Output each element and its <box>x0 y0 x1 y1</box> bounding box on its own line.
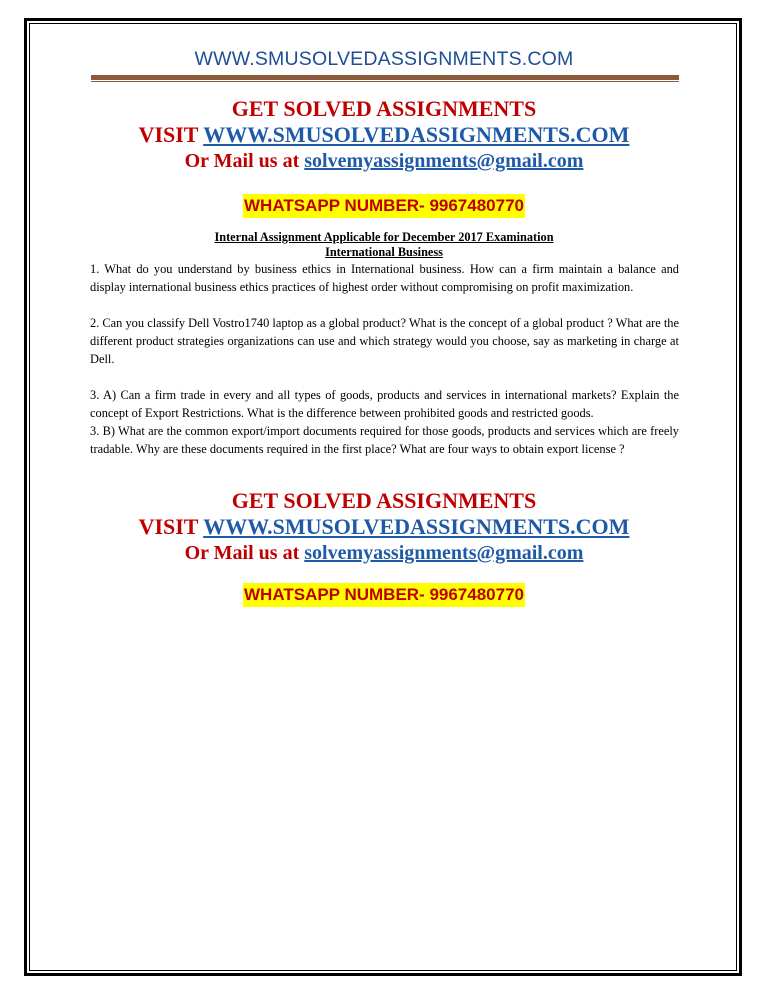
promo-bottom <box>0 488 768 566</box>
promo-top <box>0 96 768 174</box>
promo-bottom-website-link[interactable]: WWW.SMUSOLVEDASSIGNMENTS.COM <box>203 514 630 539</box>
question-2: 2. Can you classify Dell Vostro1740 laptop as a global product? What is the concept of a global product ? What are the different product strategies organizations can use and which strategy would you choose, say as marketing in charge at Dell. <box>90 316 679 366</box>
spacer <box>90 296 679 314</box>
question-3a: 3. A) Can a firm trade in every and all types of goods, products and services in international markets? Explain the concept of Export Restrictions. What is the difference between prohibited goods and restricted goods. <box>90 388 679 420</box>
promo-top-mail <box>0 148 768 174</box>
header-divider-thin <box>91 81 679 82</box>
promo-top-visit <box>0 122 768 148</box>
promo-bottom-mail-prefix: Or Mail us at <box>184 542 305 564</box>
promo-bottom-whatsapp <box>0 583 768 607</box>
promo-top-website-link[interactable]: WWW.SMUSOLVEDASSIGNMENTS.COM <box>203 122 630 147</box>
promo-bottom-visit-prefix: VISIT <box>138 514 204 539</box>
assignment-title: Internal Assignment Applicable for December 2017 Examination <box>214 230 554 244</box>
header-site-title: WWW.SMUSOLVEDASSIGNMENTS.COM <box>194 48 574 70</box>
promo-bottom-whatsapp-number: WHATSAPP NUMBER- 9967480770 <box>243 583 525 607</box>
promo-top-email-link[interactable]: solvemyassignments@gmail.com <box>304 150 584 172</box>
promo-bottom-headline: GET SOLVED ASSIGNMENTS <box>231 488 537 513</box>
assignment-titles <box>0 230 768 260</box>
promo-bottom-email-link[interactable]: solvemyassignments@gmail.com <box>304 542 584 564</box>
promo-bottom-visit <box>0 514 768 540</box>
header-divider <box>91 75 679 80</box>
spacer <box>90 368 679 386</box>
promo-top-visit-prefix: VISIT <box>138 122 204 147</box>
subject-title: International Business <box>325 245 443 259</box>
question-1: 1. What do you understand by business ethics in International business. How can a firm maintain a balance and display international business ethics practices of highest order without compromising on profit maximization. <box>90 262 679 294</box>
promo-top-headline: GET SOLVED ASSIGNMENTS <box>231 96 537 121</box>
promo-top-mail-prefix: Or Mail us at <box>184 150 305 172</box>
promo-bottom-mail <box>0 540 768 566</box>
promo-top-whatsapp <box>0 194 768 218</box>
questions-body <box>90 260 679 458</box>
question-3b: 3. B) What are the common export/import documents required for those goods, products and services which are freely tradable. Why are these documents required in the first place? What are four ways to obtain export license ? <box>90 424 679 456</box>
promo-top-whatsapp-number: WHATSAPP NUMBER- 9967480770 <box>243 194 525 218</box>
